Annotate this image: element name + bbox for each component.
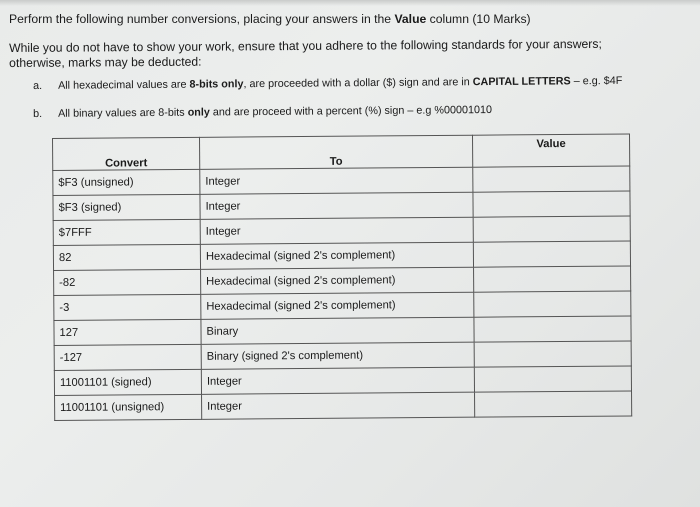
rule-text: All hexadecimal values are [57,78,190,92]
title-text: Perform the following number conversions, placing your answers in the [9,12,395,26]
instructions-title [9,12,531,26]
convert-cell: 127 [54,319,201,345]
value-cell[interactable] [474,366,631,392]
to-cell: Integer [200,217,473,244]
header-to: To [199,135,472,169]
value-cell[interactable] [473,166,630,192]
to-cell: Binary [201,317,474,344]
to-cell: Hexadecimal (signed 2's complement) [200,242,473,269]
to-cell: Hexadecimal (signed 2's complement) [201,267,474,294]
rule-bold: only [187,106,210,119]
rule-text: and are proceed with a percent (%) sign – e.g %00001010 [209,103,493,119]
value-cell[interactable] [473,216,630,242]
rule-bold: 8-bits only [189,78,244,91]
title-bold-value: Value [394,12,427,26]
value-cell[interactable] [474,291,631,317]
to-cell: Integer [202,392,475,419]
convert-cell: 82 [53,244,200,270]
to-cell: Integer [200,192,473,219]
convert-cell: 11001101 (unsigned) [55,394,202,420]
convert-cell: -3 [54,294,201,320]
header-convert: Convert [53,137,200,170]
table-row [55,391,632,421]
rule-a [33,75,622,92]
convert-cell: 11001101 (signed) [54,369,201,395]
value-cell[interactable] [473,191,630,217]
to-cell: Binary (signed 2's complement) [201,342,474,369]
rule-b [33,104,492,120]
rule-letter: b. [33,107,43,120]
to-cell: Integer [201,367,474,394]
convert-cell: $7FFF [53,219,200,245]
convert-cell: $F3 (unsigned) [53,169,200,195]
convert-cell: $F3 (signed) [53,194,200,220]
rule-text: – e.g. $4F [570,74,623,88]
table-header-row [53,134,630,171]
instructions-paragraph: While you do not have to show your work, ensure that you adhere to the following standards for your answers; otherwise, marks may be deducted: [9,36,602,70]
conversion-table-wrapper [52,133,631,416]
convert-cell: -127 [54,344,201,370]
value-cell[interactable] [474,341,631,367]
value-cell[interactable] [473,241,630,267]
rule-bold: CAPITAL LETTERS [472,75,571,89]
title-marks: column (10 Marks) [426,12,531,26]
rule-letter: a. [33,79,43,92]
convert-cell: -82 [54,269,201,295]
value-cell[interactable] [475,391,632,417]
to-cell: Hexadecimal (signed 2's complement) [201,292,474,319]
value-cell[interactable] [474,316,631,342]
conversion-table [52,133,632,421]
header-value: Value [472,134,629,167]
to-cell: Integer [200,167,473,194]
value-cell[interactable] [474,266,631,292]
rule-text: , are proceeded with a dollar ($) sign and are in [243,76,473,91]
rule-text: All binary values are 8-bits [57,106,188,120]
